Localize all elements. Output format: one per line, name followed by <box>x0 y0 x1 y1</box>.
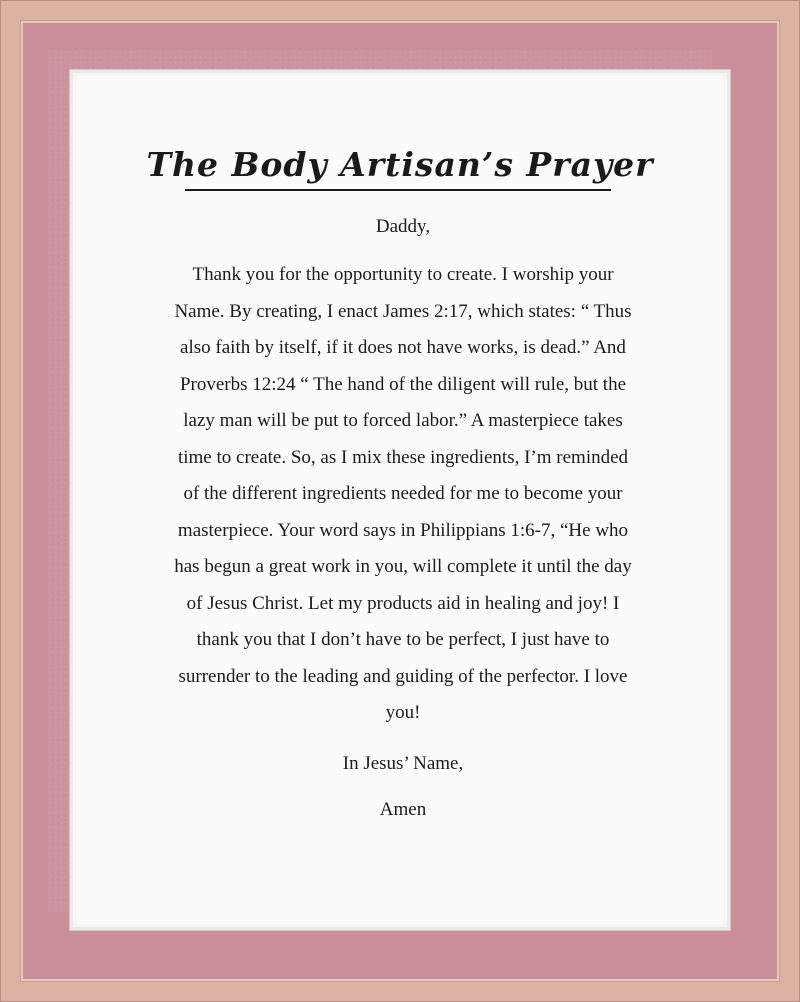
closing-line: In Jesus’ Name, <box>342 752 464 774</box>
document-title: The Body Artisan’s Prayer <box>146 145 654 184</box>
prayer-line: you! <box>385 702 421 723</box>
prayer-paragraph <box>133 257 673 732</box>
prayer-line: has begun a great work in you, will complete it until the day <box>174 556 632 577</box>
prayer-line: surrender to the leading and guiding of the perfector. I love <box>178 665 628 687</box>
prayer-line: masterpiece. Your word says in Philippians 1:6-7, “He who <box>177 519 629 541</box>
prayer-line: lazy man will be put to forced labor.” A masterpiece takes <box>183 410 623 431</box>
greeting: Daddy, <box>375 216 431 237</box>
prayer-sheet <box>70 70 730 930</box>
prayer-line: of the different ingredients needed for me to become your <box>183 483 623 504</box>
prayer-line: time to create. So, as I mix these ingredients, I’m reminded <box>177 446 629 468</box>
title-underline <box>185 189 611 191</box>
prayer-line: Name. By creating, I enact James 2:17, which states: “ Thus <box>174 300 632 322</box>
prayer-line: Thank you for the opportunity to create. I worship your <box>192 264 614 285</box>
prayer-line: Proverbs 12:24 “ The hand of the diligent will rule, but the <box>179 373 627 395</box>
prayer-line: also faith by itself, if it does not have works, is dead.” And <box>180 337 626 358</box>
prayer-line: thank you that I don’t have to be perfect, I just have to <box>196 629 610 650</box>
prayer-line: of Jesus Christ. Let my products aid in healing and joy! I <box>186 592 620 614</box>
signoff-amen: Amen <box>379 798 427 820</box>
prayer-body <box>133 213 673 824</box>
